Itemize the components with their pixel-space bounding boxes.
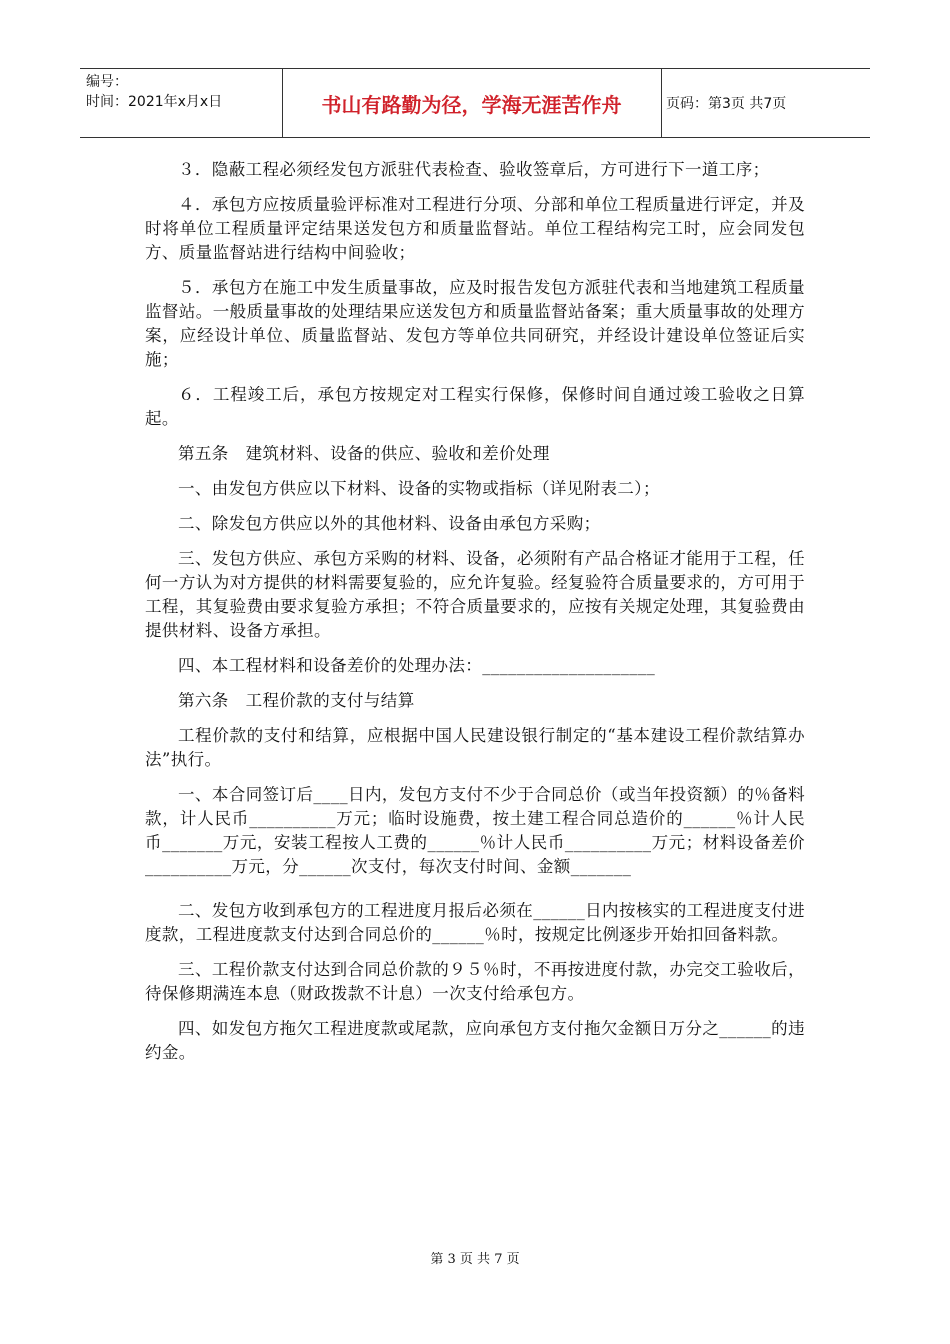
clause-paragraph: 工程价款的支付和结算，应根据中国人民建设银行制定的“基本建设工程价款结算办法”执行。 <box>145 726 805 769</box>
clause-paragraph: 一、由发包方供应以下材料、设备的实物或指标（详见附表二）； <box>178 479 660 498</box>
header-motto: 书山有路勤为径，学海无涯苦作舟 <box>282 69 662 137</box>
header-page-info: 页码：第3页 共7页 <box>666 96 787 112</box>
header-meta <box>80 69 283 137</box>
clause-paragraph: ４．承包方应按质量验评标准对工程进行分项、分部和单位工程质量进行评定，并及时将单位工程质量评定结果送发包方和质量监督站。单位工程结构完工时，应会同发包方、质量监督站进行结构中间验收； <box>145 195 805 262</box>
article-heading: 第六条 工程价款的支付与结算 <box>178 691 415 710</box>
clause-paragraph: 二、除发包方供应以外的其他材料、设备由承包方采购； <box>178 514 601 533</box>
article-heading: 第五条 建筑材料、设备的供应、验收和差价处理 <box>178 444 550 463</box>
clause-paragraph: 三、发包方供应、承包方采购的材料、设备，必须附有产品合格证才能用于工程，任何一方认为对方提供的材料需要复验的，应允许复验。经复验符合质量要求的，方可用于工程，其复验费由要求复验方承担；不符合质量要求的，应按有关规定处理，其复验费由提供材料、设备方承担。 <box>145 549 805 640</box>
clause-paragraph: 四、如发包方拖欠工程进度款或尾款，应向承包方支付拖欠金额日万分之______的违约金。 <box>145 1019 805 1062</box>
clause-paragraph: 三、工程价款支付达到合同总价款的９５％时，不再按进度付款，办完交工验收后，待保修期满连本息（财政拨款不计息）一次支付给承包方。 <box>145 960 805 1003</box>
clause-paragraph: 二、发包方收到承包方的工程进度月报后必须在______日内按核实的工程进度支付进度款，工程进度款支付达到合同总价的______％时，按规定比例逐步开始扣回备料款。 <box>145 901 805 944</box>
clause-paragraph: ５．承包方在施工中发生质量事故，应及时报告发包方派驻代表和当地建筑工程质量监督站。一般质量事故的处理结果应送发包方和质量监督站备案；重大质量事故的处理方案，应经设计单位、质量监督站、发包方等单位共同研究，并经设计建设单位签证后实施； <box>145 278 805 369</box>
document-header <box>80 68 870 138</box>
clause-paragraph: ３．隐蔽工程必须经发包方派驻代表检查、验收签章后，方可进行下一道工序； <box>178 160 770 179</box>
clause-paragraph: 四、本工程材料和设备差价的处理办法：____________________ <box>178 656 656 675</box>
document-body <box>145 158 805 1076</box>
document-number-label: 编号： <box>86 74 128 90</box>
clause-paragraph: ６．工程竣工后，承包方按规定对工程实行保修，保修时间自通过竣工验收之日算起。 <box>145 385 805 428</box>
clause-paragraph: 一、本合同签订后____日内，发包方支付不少于合同总价（或当年投资额）的％备料款，计人民币__________万元；临时设施费，按土建工程合同总造价的______％计人民币_______万元，安装工程按人工费的______％计人民币__________万元；材料设备差价__________万元，分______次支付，每次支付时间、金额_______ <box>145 785 805 876</box>
page-footer: 第 3 页 共 7 页 <box>430 1252 520 1267</box>
document-date-label: 时间：2021年x月x日 <box>86 94 223 110</box>
